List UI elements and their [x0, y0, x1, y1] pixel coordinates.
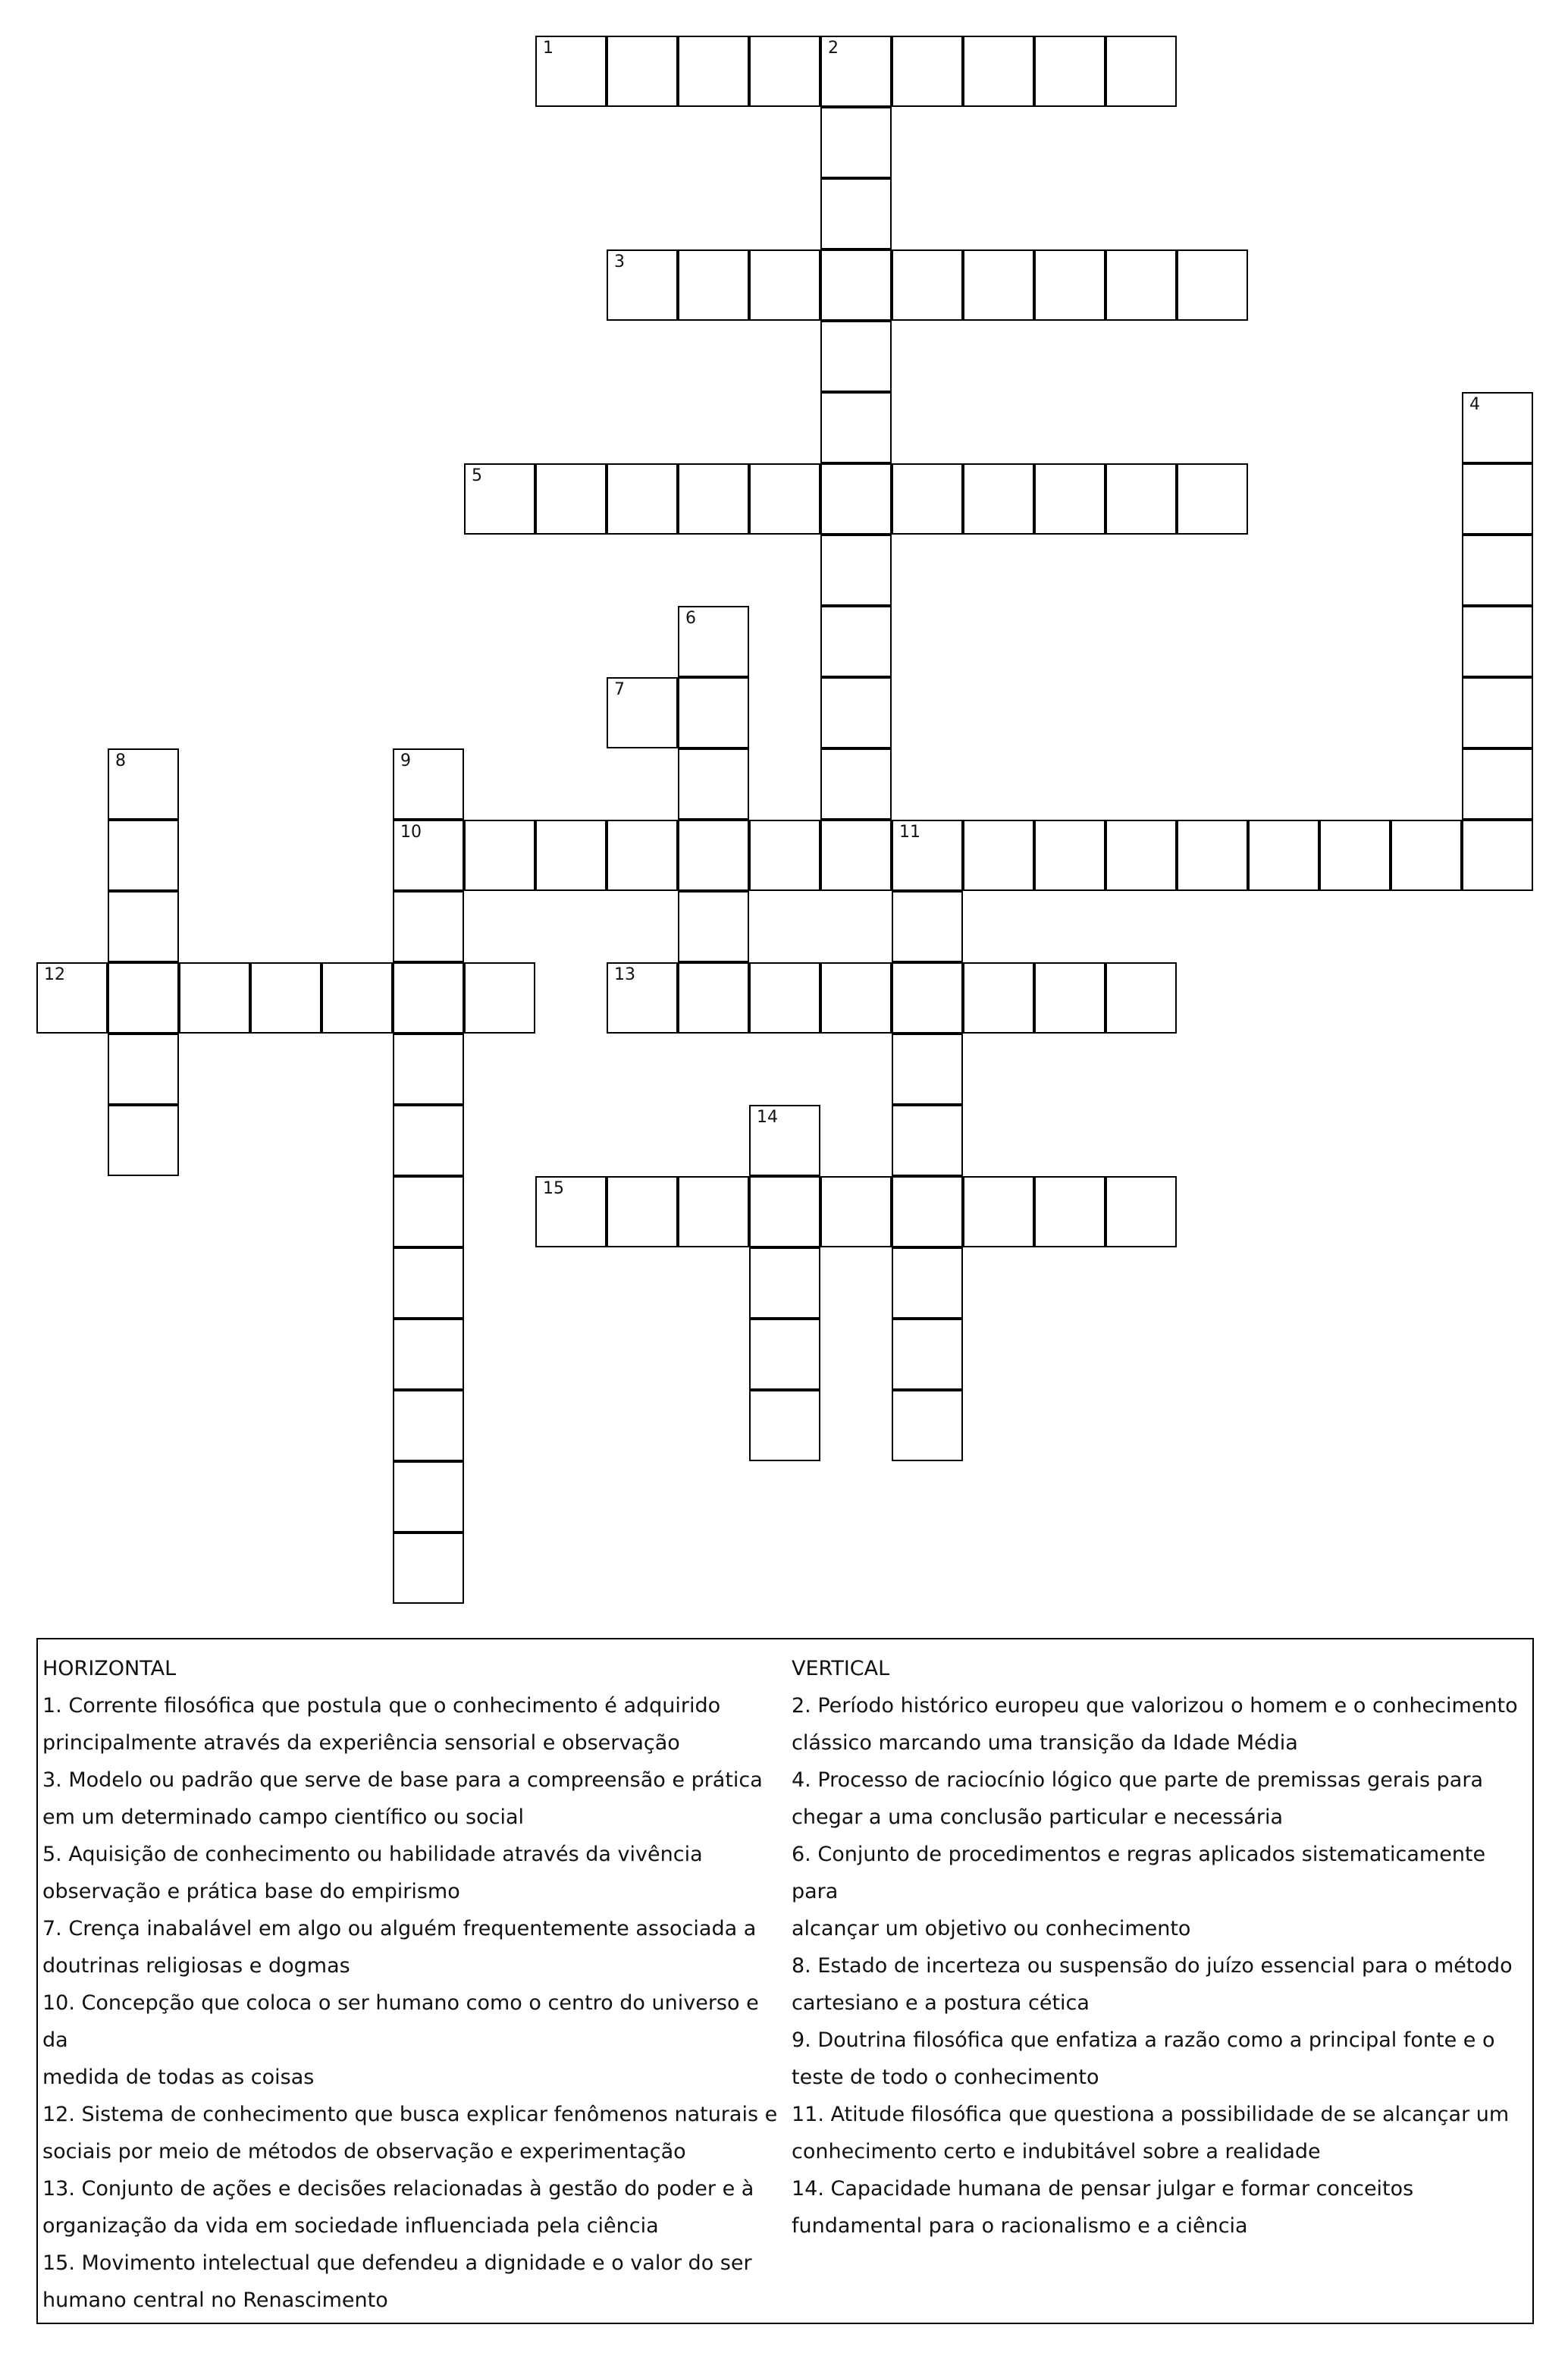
grid-cell[interactable]	[892, 1105, 963, 1176]
grid-cell[interactable]	[678, 891, 749, 962]
across-clue-line: 10. Concepção que coloca o ser humano como o centro do universo e da	[42, 1991, 759, 2052]
grid-cell[interactable]	[820, 463, 892, 535]
grid-cell[interactable]	[749, 1105, 820, 1176]
grid-cell[interactable]	[1105, 463, 1177, 535]
down-clue-line: clássico marcando uma transição da Idade Média	[792, 1731, 1298, 1755]
grid-cell[interactable]	[535, 820, 607, 891]
grid-cell[interactable]	[892, 463, 963, 535]
across-clue-line: 15. Movimento intelectual que defendeu a dignidade e o valor do ser	[42, 2251, 752, 2275]
across-clue-line: sociais por meio de métodos de observação e experimentação	[42, 2140, 686, 2163]
grid-cell[interactable]	[749, 1247, 820, 1319]
grid-cell[interactable]	[749, 1176, 820, 1247]
across-clue-line: 3. Modelo ou padrão que serve de base para a compreensão e prática	[42, 1768, 763, 1792]
grid-cell[interactable]	[1177, 820, 1248, 891]
across-clue-line: principalmente através da experiência sensorial e observação	[42, 1731, 680, 1755]
grid-cell[interactable]	[1105, 249, 1177, 321]
grid-cell[interactable]	[607, 1176, 678, 1247]
grid-cell[interactable]	[678, 606, 749, 677]
down-clues-column	[792, 1650, 1531, 2245]
grid-cell[interactable]	[820, 392, 892, 463]
across-header: HORIZONTAL	[42, 1657, 177, 1680]
grid-cell[interactable]	[1034, 820, 1105, 891]
grid-cell[interactable]	[108, 820, 179, 891]
grid-cell[interactable]	[250, 962, 321, 1034]
grid-cell[interactable]	[820, 321, 892, 392]
grid-cell[interactable]	[1105, 36, 1177, 107]
grid-cell[interactable]	[963, 820, 1034, 891]
across-clue-line: 12. Sistema de conhecimento que busca explicar fenômenos naturais e	[42, 2103, 778, 2126]
grid-cell[interactable]	[749, 820, 820, 891]
grid-cell[interactable]	[963, 1176, 1034, 1247]
grid-cell[interactable]	[108, 891, 179, 962]
clue-number: 6	[685, 609, 696, 628]
grid-cell[interactable]	[1248, 820, 1319, 891]
down-clue-line: 6. Conjunto de procedimentos e regras aplicados sistematicamente para	[792, 1843, 1486, 1903]
grid-cell[interactable]	[678, 677, 749, 748]
grid-cell[interactable]	[892, 1247, 963, 1319]
grid-cell[interactable]	[1177, 463, 1248, 535]
grid-cell[interactable]	[321, 962, 393, 1034]
grid-cell[interactable]	[820, 36, 892, 107]
clue-number: 15	[543, 1179, 564, 1198]
grid-cell[interactable]	[535, 36, 607, 107]
grid-cell[interactable]	[892, 1034, 963, 1105]
grid-cell[interactable]	[963, 36, 1034, 107]
grid-cell[interactable]	[963, 249, 1034, 321]
grid-cell[interactable]	[749, 463, 820, 535]
across-clue-line: 1. Corrente filosófica que postula que o conhecimento é adquirido	[42, 1694, 721, 1718]
grid-cell[interactable]	[393, 1176, 464, 1247]
across-clues-column	[42, 1650, 782, 2319]
grid-cell[interactable]	[892, 891, 963, 962]
grid-cell[interactable]	[1462, 748, 1533, 820]
down-clue-line: alcançar um objetivo ou conhecimento	[792, 1917, 1191, 1940]
clue-number: 5	[472, 466, 482, 485]
grid-cell[interactable]	[678, 1176, 749, 1247]
down-clue-line: 8. Estado de incerteza ou suspensão do juízo essencial para o método	[792, 1954, 1513, 1978]
clue-number: 13	[614, 965, 635, 984]
across-clue-line: humano central no Renascimento	[42, 2289, 388, 2312]
down-clue-line: fundamental para o racionalismo e a ciência	[792, 2214, 1248, 2238]
clue-number: 1	[543, 39, 554, 58]
clues-box	[36, 1638, 1534, 2324]
grid-cell[interactable]	[393, 748, 464, 820]
grid-cell[interactable]	[1462, 820, 1533, 891]
across-clue-line: doutrinas religiosas e dogmas	[42, 1954, 350, 1978]
grid-cell[interactable]	[607, 36, 678, 107]
grid-cell[interactable]	[393, 891, 464, 962]
grid-cell[interactable]	[820, 1176, 892, 1247]
grid-cell[interactable]	[892, 1390, 963, 1461]
clue-number: 12	[44, 965, 65, 984]
grid-cell[interactable]	[393, 1461, 464, 1532]
grid-cell[interactable]	[892, 962, 963, 1034]
grid-cell[interactable]	[820, 677, 892, 748]
across-clue-line: observação e prática base do empirismo	[42, 1880, 460, 1903]
grid-cell[interactable]	[1034, 962, 1105, 1034]
grid-cell[interactable]	[1177, 249, 1248, 321]
grid-cell[interactable]	[1034, 463, 1105, 535]
across-clue-line: organização da vida em sociedade influenciada pela ciência	[42, 2214, 659, 2238]
grid-cell[interactable]	[607, 249, 678, 321]
down-clue-line: 2. Período histórico europeu que valorizou o homem e o conhecimento	[792, 1694, 1518, 1718]
grid-cell[interactable]	[678, 463, 749, 535]
down-header: VERTICAL	[792, 1657, 890, 1680]
grid-cell[interactable]	[179, 962, 250, 1034]
across-clue-line: em um determinado campo científico ou social	[42, 1805, 525, 1829]
down-clue-line: conhecimento certo e indubitável sobre a realidade	[792, 2140, 1321, 2163]
grid-cell[interactable]	[820, 178, 892, 249]
grid-cell[interactable]	[393, 820, 464, 891]
clue-number: 3	[614, 253, 625, 271]
grid-cell[interactable]	[108, 748, 179, 820]
grid-cell[interactable]	[393, 1532, 464, 1604]
grid-cell[interactable]	[749, 249, 820, 321]
grid-cell[interactable]	[678, 748, 749, 820]
grid-cell[interactable]	[1105, 820, 1177, 891]
grid-cell[interactable]	[535, 1176, 607, 1247]
down-clue-line: 14. Capacidade humana de pensar julgar e formar conceitos	[792, 2177, 1414, 2201]
grid-cell[interactable]	[393, 1105, 464, 1176]
down-clue-line: 9. Doutrina filosófica que enfatiza a razão como a principal fonte e o	[792, 2028, 1495, 2052]
grid-cell[interactable]	[1462, 677, 1533, 748]
grid-cell[interactable]	[393, 962, 464, 1034]
grid-cell[interactable]	[749, 36, 820, 107]
grid-cell[interactable]	[1319, 820, 1391, 891]
down-clue-line: teste de todo o conhecimento	[792, 2066, 1099, 2089]
grid-cell[interactable]	[1105, 962, 1177, 1034]
clue-number: 9	[400, 751, 411, 770]
grid-cell[interactable]	[1462, 606, 1533, 677]
grid-cell[interactable]	[108, 1105, 179, 1176]
clue-number: 10	[400, 823, 422, 842]
grid-cell[interactable]	[820, 107, 892, 178]
grid-cell[interactable]	[393, 1247, 464, 1319]
clue-number: 14	[757, 1108, 778, 1127]
grid-cell[interactable]	[892, 249, 963, 321]
grid-cell[interactable]	[678, 820, 749, 891]
grid-cell[interactable]	[678, 36, 749, 107]
clue-number: 7	[614, 680, 625, 699]
across-clue-line: 7. Crença inabalável em algo ou alguém frequentemente associada a	[42, 1917, 757, 1940]
down-clue-line: cartesiano e a postura cética	[792, 1991, 1090, 2015]
grid-cell[interactable]	[1034, 249, 1105, 321]
grid-cell[interactable]	[1462, 535, 1533, 606]
grid-cell[interactable]	[820, 962, 892, 1034]
grid-cell[interactable]	[749, 1319, 820, 1390]
grid-cell[interactable]	[1105, 1176, 1177, 1247]
grid-cell[interactable]	[607, 677, 678, 748]
grid-cell[interactable]	[1391, 820, 1462, 891]
grid-cell[interactable]	[393, 1319, 464, 1390]
grid-cell[interactable]	[607, 820, 678, 891]
grid-cell[interactable]	[749, 1390, 820, 1461]
grid-cell[interactable]	[607, 962, 678, 1034]
across-clue-line: medida de todas as coisas	[42, 2066, 315, 2089]
grid-cell[interactable]	[892, 1176, 963, 1247]
across-clue-line: 5. Aquisição de conhecimento ou habilidade através da vivência	[42, 1843, 703, 1866]
grid-cell[interactable]	[108, 962, 179, 1034]
grid-cell[interactable]	[1462, 392, 1533, 463]
grid-cell[interactable]	[36, 962, 108, 1034]
grid-cell[interactable]	[607, 463, 678, 535]
grid-cell[interactable]	[108, 1034, 179, 1105]
grid-cell[interactable]	[892, 36, 963, 107]
down-clue-line: 11. Atitude filosófica que questiona a possibilidade de se alcançar um	[792, 2103, 1510, 2126]
clue-number: 8	[115, 751, 126, 770]
down-clue-line: chegar a uma conclusão particular e necessária	[792, 1805, 1284, 1829]
grid-cell[interactable]	[678, 962, 749, 1034]
grid-cell[interactable]	[892, 820, 963, 891]
grid-cell[interactable]	[820, 249, 892, 321]
grid-cell[interactable]	[820, 535, 892, 606]
grid-cell[interactable]	[820, 820, 892, 891]
grid-cell[interactable]	[393, 1034, 464, 1105]
grid-cell[interactable]	[1034, 36, 1105, 107]
clue-number: 4	[1469, 395, 1480, 414]
down-clue-line: 4. Processo de raciocínio lógico que parte de premissas gerais para	[792, 1768, 1483, 1792]
grid-cell[interactable]	[393, 1390, 464, 1461]
grid-cell[interactable]	[464, 962, 535, 1034]
grid-cell[interactable]	[820, 748, 892, 820]
grid-cell[interactable]	[535, 463, 607, 535]
grid-cell[interactable]	[1034, 1176, 1105, 1247]
grid-cell[interactable]	[892, 1319, 963, 1390]
grid-cell[interactable]	[963, 962, 1034, 1034]
clue-number: 2	[828, 39, 839, 58]
grid-cell[interactable]	[963, 463, 1034, 535]
grid-cell[interactable]	[464, 463, 535, 535]
grid-cell[interactable]	[1462, 463, 1533, 535]
grid-cell[interactable]	[820, 606, 892, 677]
across-clue-line: 13. Conjunto de ações e decisões relacionadas à gestão do poder e à	[42, 2177, 754, 2201]
grid-cell[interactable]	[464, 820, 535, 891]
grid-cell[interactable]	[678, 249, 749, 321]
grid-cell[interactable]	[749, 962, 820, 1034]
clue-number: 11	[899, 823, 920, 842]
